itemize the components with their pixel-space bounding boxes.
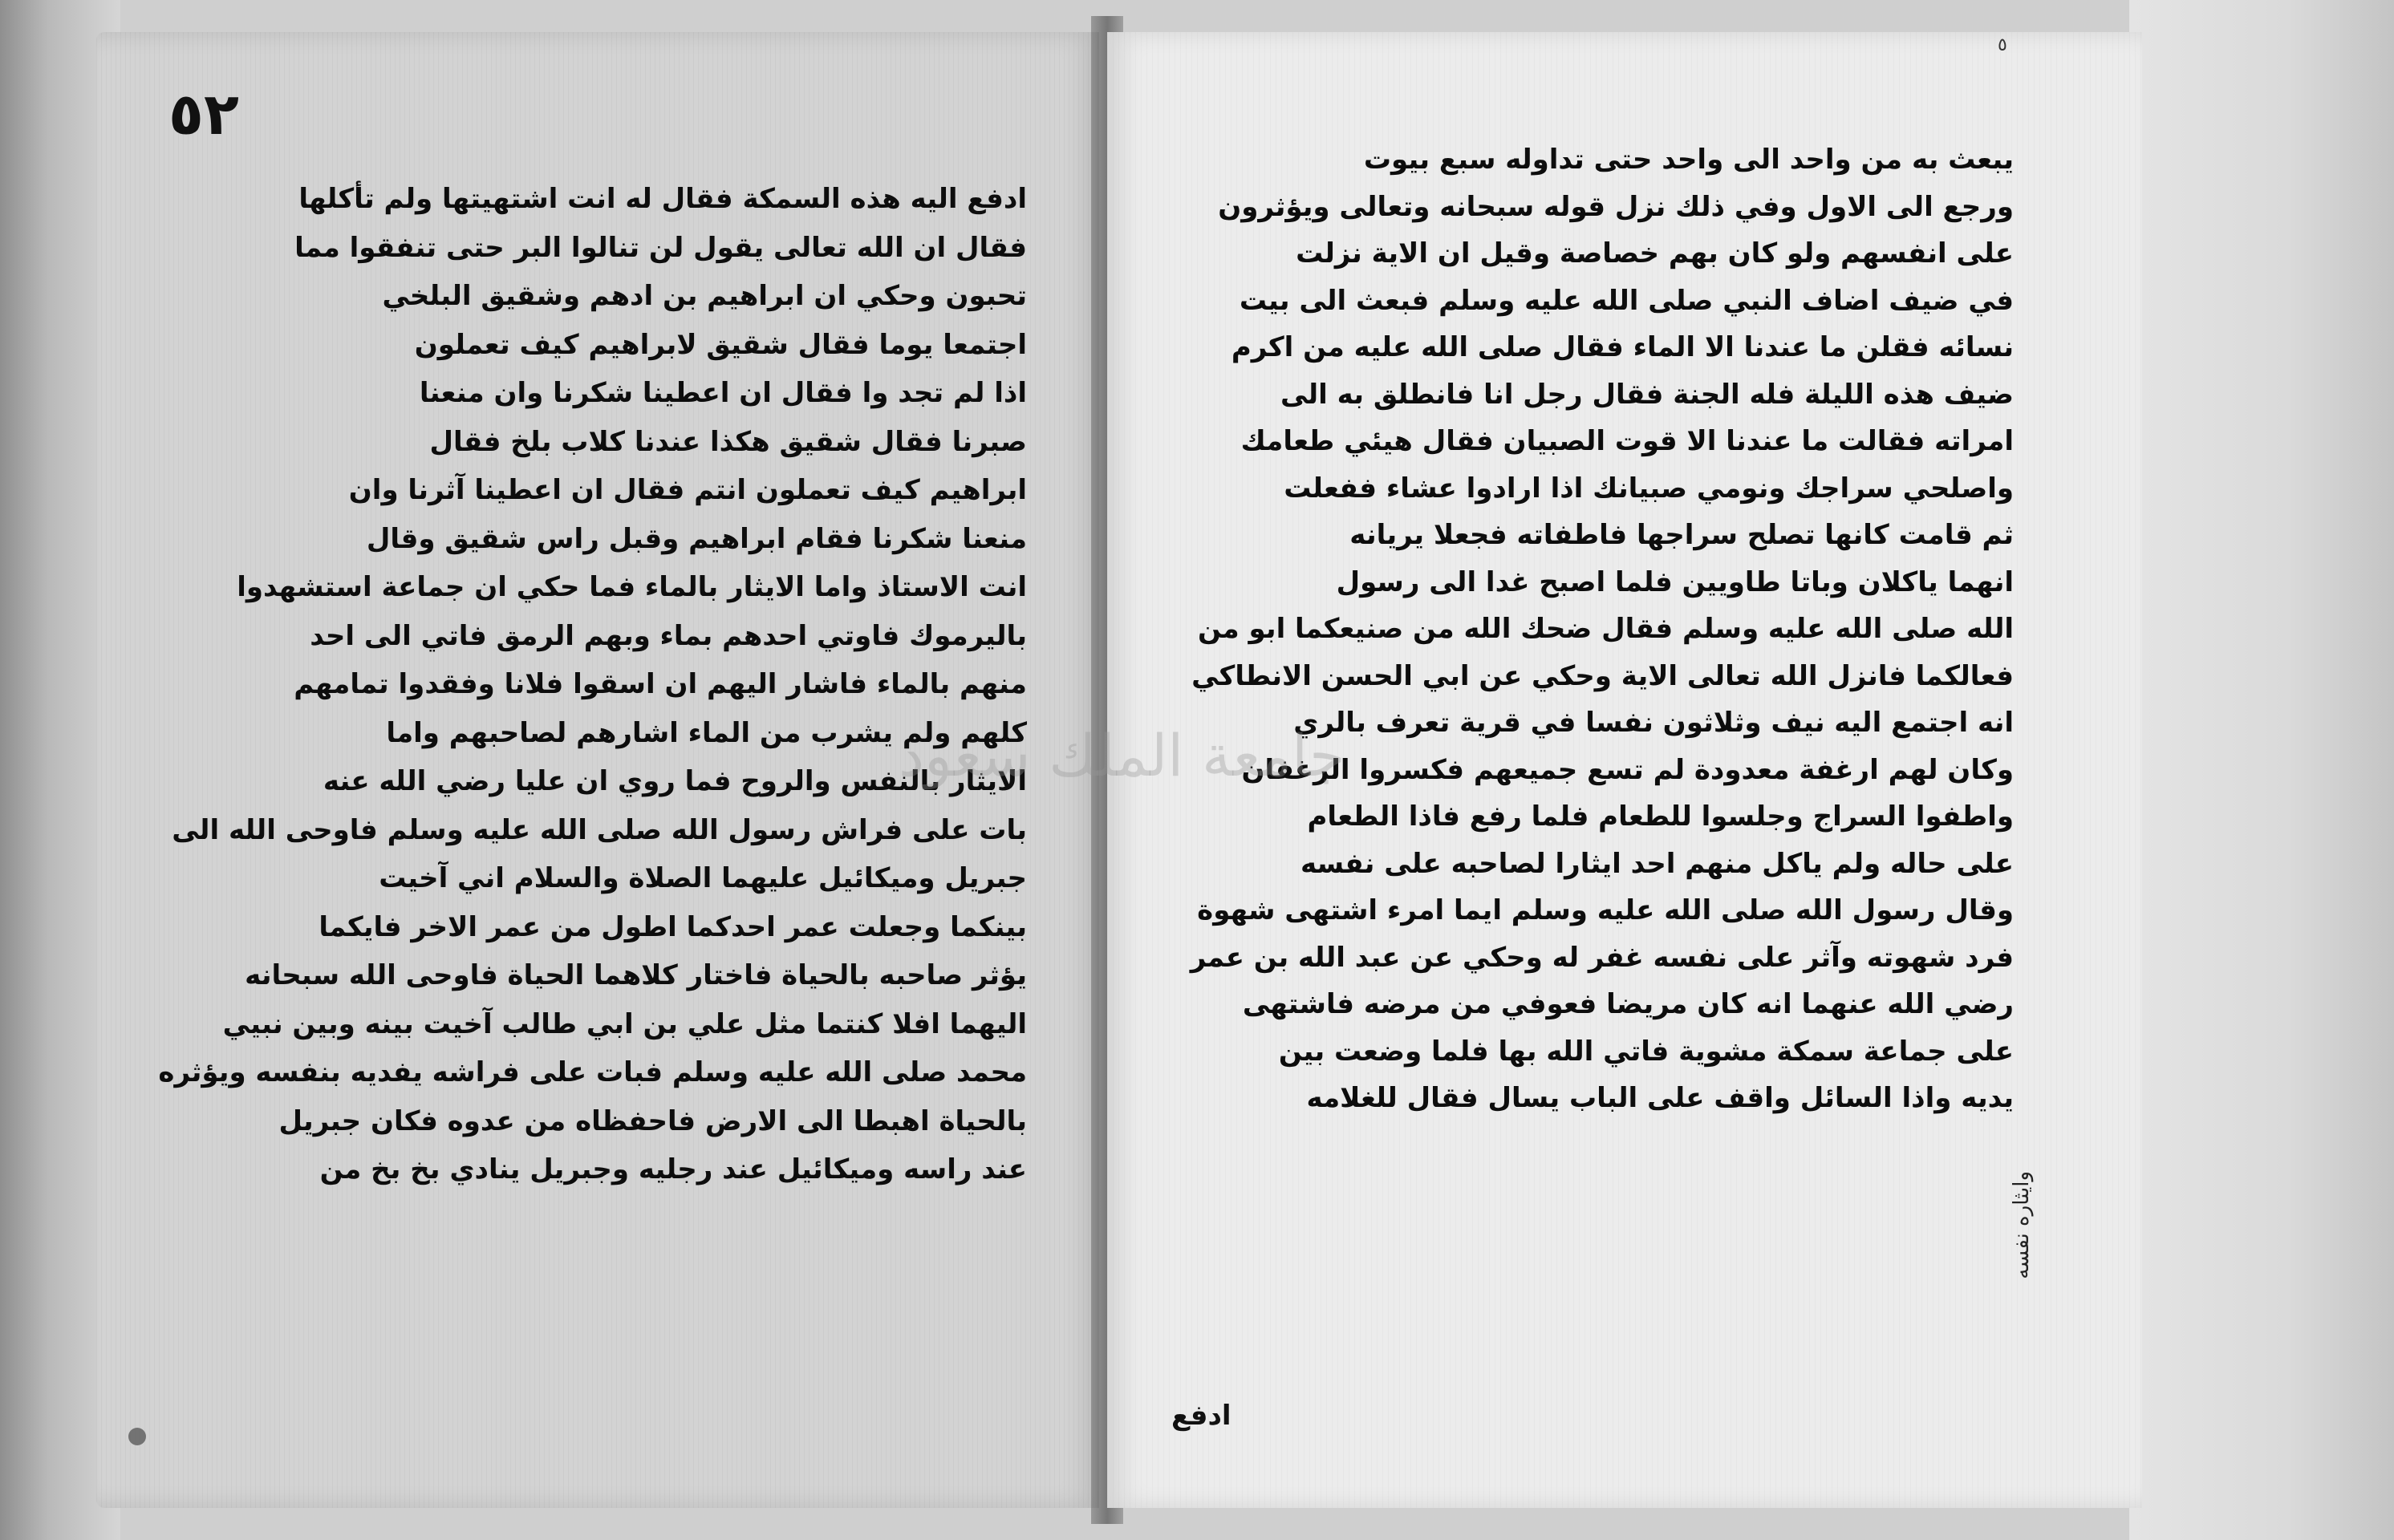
text-line: يديه واذا السائل واقف على الباب يسال فقال للغلامه [1306,1082,2014,1114]
left-page-text [158,175,1027,1194]
text-line: واطفوا السراج وجلسوا للطعام فلما رفع فاذا الطعام [1307,800,2014,833]
text-line: يبعث به من واحد الى واحد حتى تداوله سبع بيوت [1363,144,2014,176]
text-line: فعالكما فانزل الله تعالى الاية وحكي عن ابي الحسن الانطاكي [1191,659,2014,692]
text-line: ضيف هذه الليلة فله الجنة فقال رجل انا فانطلق به الى [1280,378,2014,411]
text-line: اليهما افلا كنتما مثل علي بن ابي طالب آخيت بينه وبين نبيي [222,1007,1027,1040]
text-line: باليرموك فاوتي احدهم بماء وبهم الرمق فاتي الى احد [310,619,1027,652]
book-edge-right [2129,0,2394,1540]
binding-hole [128,1428,146,1445]
text-line: بالحياة اهبطا الى الارض فاحفظاه من عدوه فكان جبريل [278,1104,1027,1137]
text-line: بينكما وجعلت عمر احدكما اطول من عمر الاخر فايكما [319,910,1027,943]
library-watermark: جامعة الملك سعود [899,722,1345,789]
text-line: الله صلى الله عليه وسلم فقال ضحك الله من صنيعكما ابو من [1198,613,2014,645]
text-line: ثم قامت كانها تصلح سراجها فاطفاته فجعلا يريانه [1349,519,2014,551]
right-page [1107,32,2142,1508]
text-line: يؤثر صاحبه بالحياة فاختار كلاهما الحياة فاوحى الله سبحانه [245,959,1027,991]
text-line: واصلحي سراجك ونومي صبيانك اذا ارادوا عشاء ففعلت [1284,472,2014,505]
text-line: نسائه فقلن ما عندنا الا الماء فقال صلى الله عليه من اكرم [1231,331,2014,363]
text-line: على انفسهم ولو كان بهم خصاصة وقيل ان الاية نزلت [1296,237,2014,270]
text-line: على جماعة سمكة مشوية فاتي الله بها فلما وضعت بين [1278,1035,2014,1068]
text-line: رضي الله عنهما انه كان مريضا فعوفي من مرضه فاشتهى [1242,988,2014,1020]
text-line: انت الاستاذ واما الايثار بالماء فما حكي ان جماعة استشهدوا [237,571,1027,603]
text-line: كلهم ولم يشرب من الماء اشارهم لصاحبهم واما [386,716,1027,749]
margin-note: وايثاره نفسه [2010,1171,2034,1279]
text-line: منهم بالماء فاشار اليهم ان اسقوا فلانا وفقدوا تمامهم [294,668,1027,700]
text-line: فقال ان الله تعالى يقول لن تنالوا البر حتى تنفقوا مما [294,231,1027,264]
text-line: وقال رسول الله صلى الله عليه وسلم ايما امرء اشتهى شهوة [1197,894,2014,926]
page-number: ٥٢ [168,80,239,148]
text-line: في ضيف اضاف النبي صلى الله عليه وسلم فبعث الى بيت [1239,284,2014,317]
text-line: فرد شهوته وآثر على نفسه غفر له وحكي عن عبد الله بن عمر [1190,941,2014,974]
text-line: عند راسه وميكائيل عند رجليه وجبريل ينادي بخ بخ من [319,1153,1027,1185]
text-line: وكان لهم ارغفة معدودة لم تسع جميعهم فكسروا الرغفان [1241,753,2014,786]
text-line: صبرنا فقال شقيق هكذا عندنا كلاب بلخ فقال [429,425,1027,458]
left-page [96,32,1099,1508]
corner-number: ٥ [1998,35,2007,55]
text-line: ادفع اليه هذه السمكة فقال له انت اشتهيتها ولم تأكلها [298,183,1027,215]
text-line: انه اجتمع اليه نيف وثلاثون نفسا في قرية تعرف بالري [1293,707,2014,739]
text-line: الايثار بالنفس والروح فما روي ان عليا رضي الله عنه [323,765,1027,797]
text-line: انهما ياكلان وباتا طاويين فلما اصبح غدا الى رسول [1336,565,2014,598]
text-line: تحبون وحكي ان ابراهيم بن ادهم وشقيق البلخي [382,280,1027,312]
text-line: امراته فقالت ما عندنا الا قوت الصبيان فقال هيئي طعامك [1240,425,2014,457]
text-line: جبريل وميكائيل عليهما الصلاة والسلام اني آخيت [379,862,1027,894]
text-line: منعنا شكرنا فقام ابراهيم وقبل راس شقيق وقال [366,522,1027,555]
text-line: ابراهيم كيف تعملون انتم فقال ان اعطينا آثرنا وان [348,474,1027,506]
text-line: اذا لم تجد وا فقال ان اعطينا شكرنا وان منعنا [419,377,1027,409]
right-page-text [1179,136,2014,1122]
text-line: اجتمعا يوما فقال شقيق لابراهيم كيف تعملون [414,328,1027,361]
text-line: بات على فراش رسول الله صلى الله عليه وسلم فاوحى الله الى [172,813,1027,846]
text-line: محمد صلى الله عليه وسلم فبات على فراشه يفديه بنفسه ويؤثره [158,1056,1027,1088]
catchword: ادفع [1171,1400,1231,1432]
text-line: على حاله ولم ياكل منهم احد ايثارا لصاحبه على نفسه [1300,847,2014,880]
text-line: ورجع الى الاول وفي ذلك نزل قوله سبحانه وتعالى ويؤثرون [1218,190,2014,223]
